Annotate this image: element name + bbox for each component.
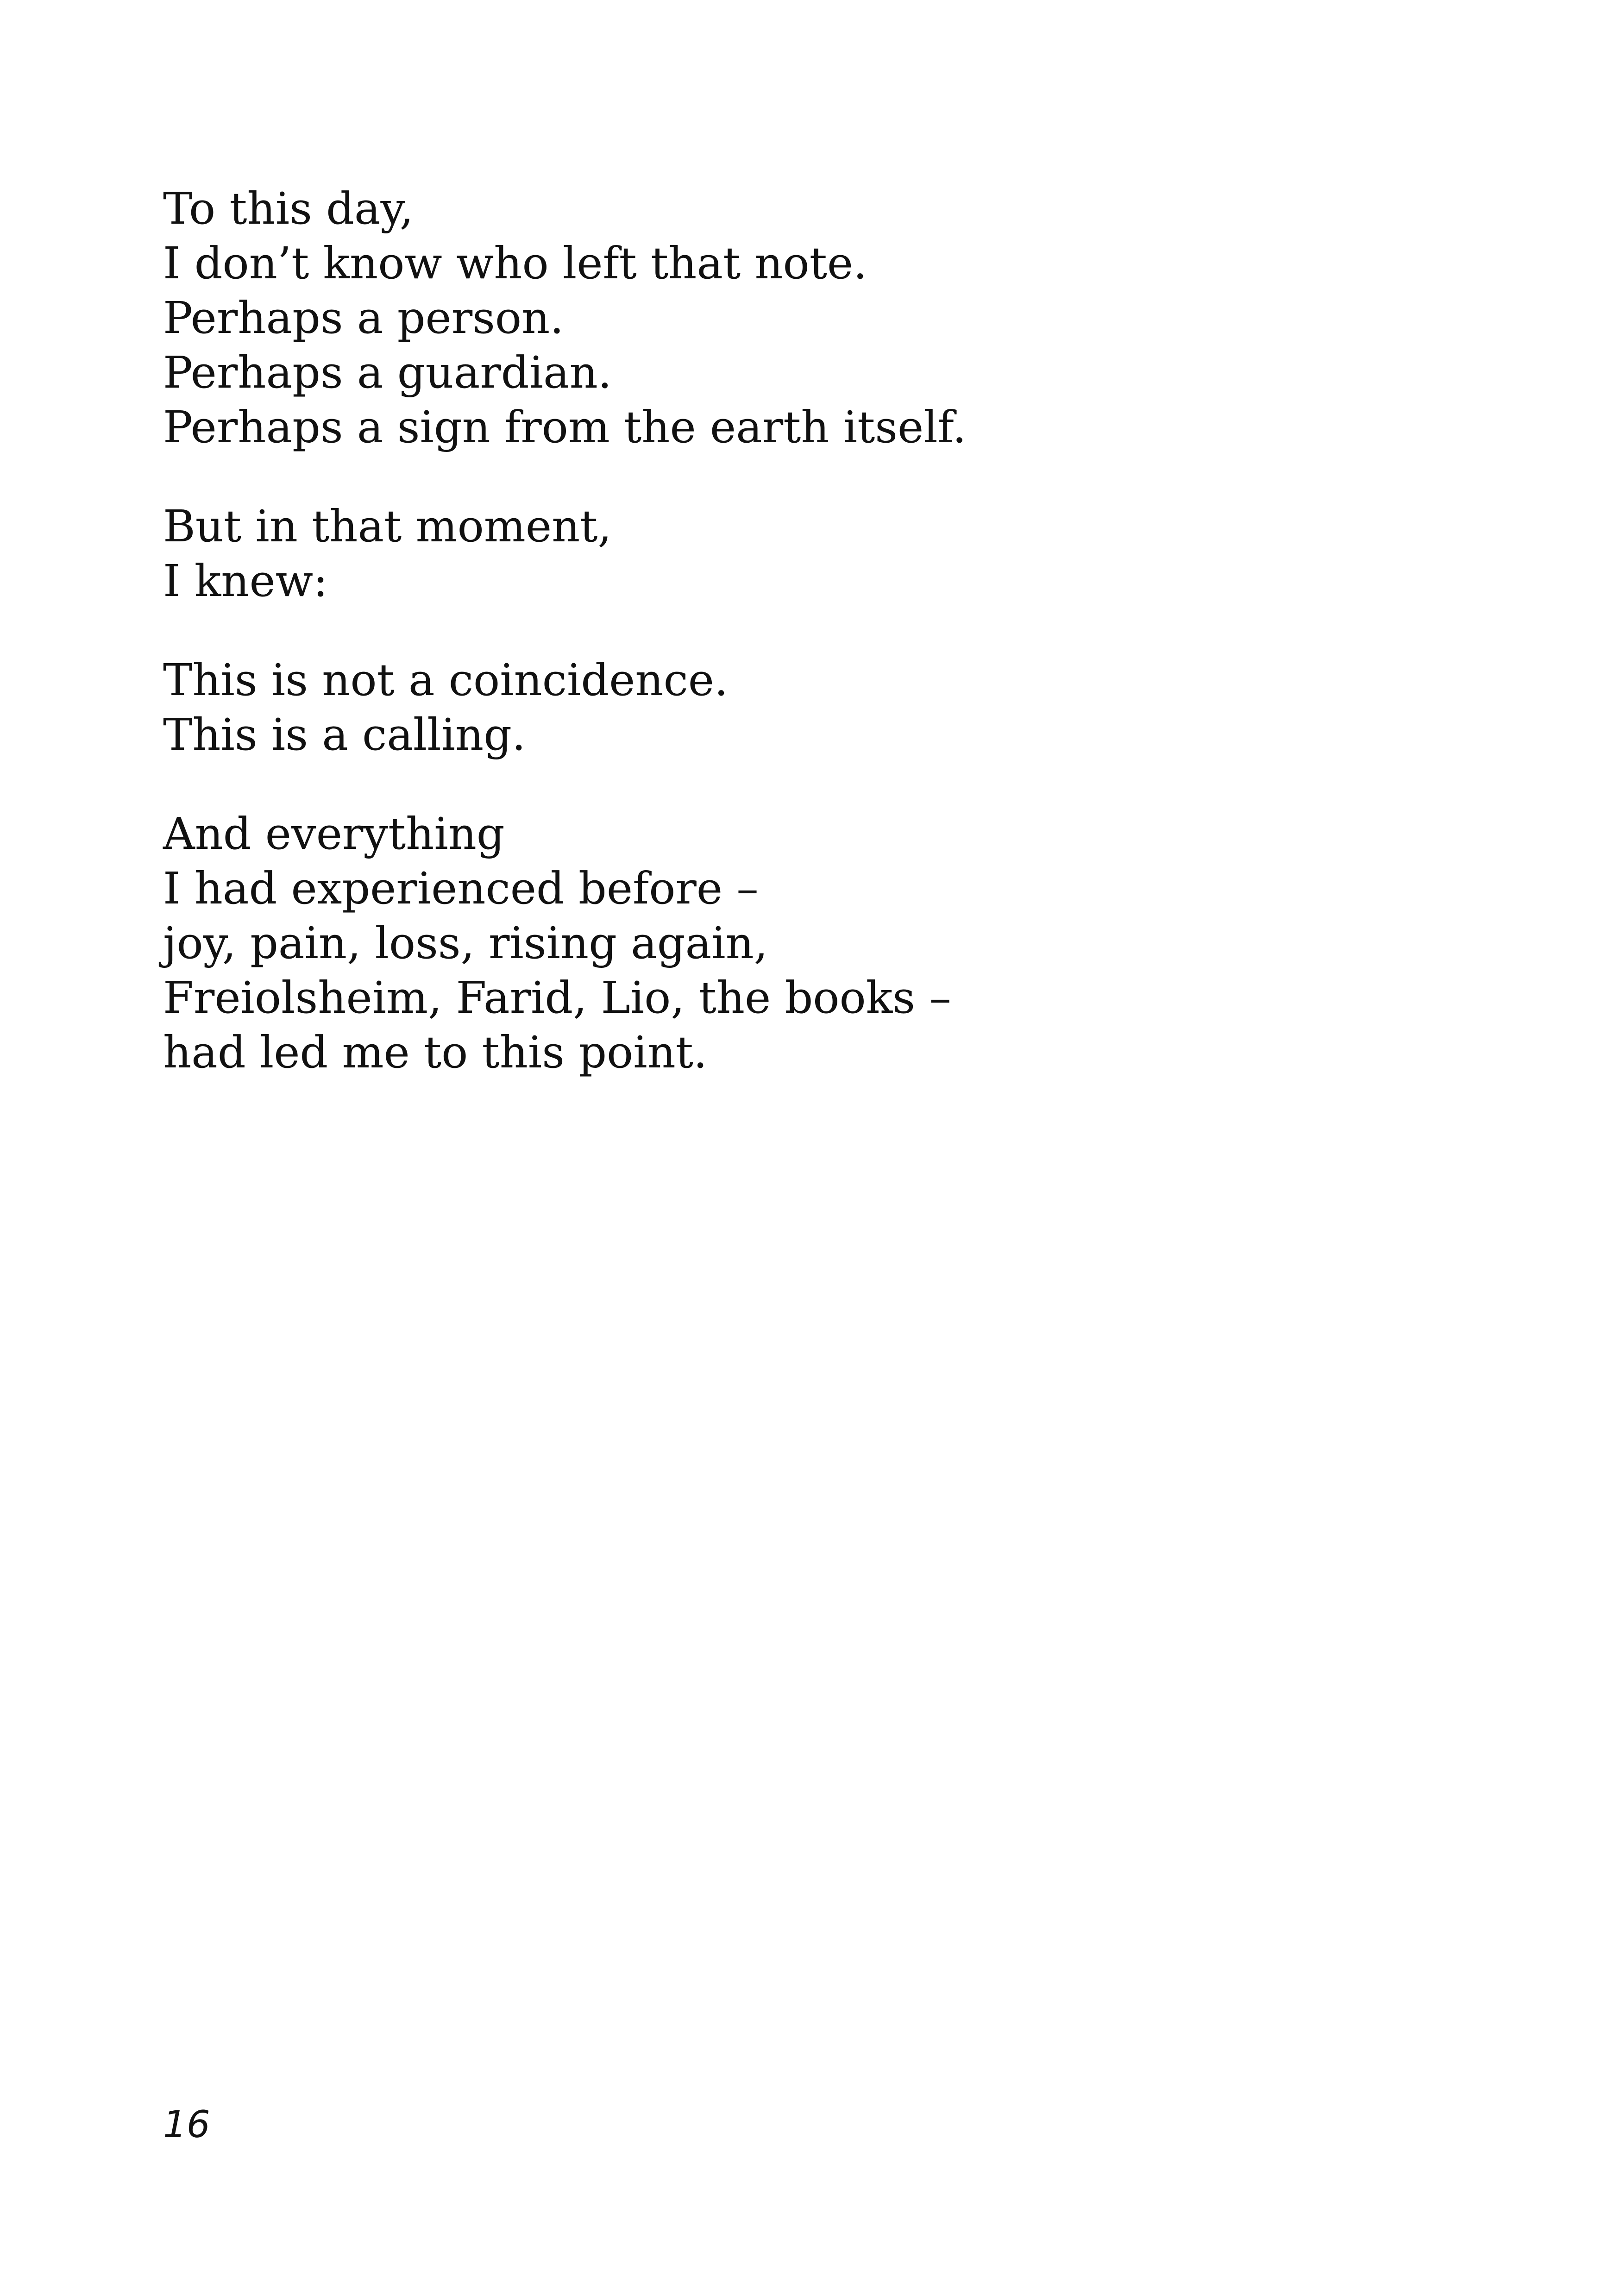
poem-line: But in that moment, <box>163 501 612 552</box>
poem-line: Perhaps a guardian. <box>163 347 612 398</box>
poem-line: This is not a coincidence. <box>163 655 729 706</box>
poem-line: I had experienced before – <box>163 863 759 914</box>
poem-line: Freiolsheim, Farid, Lio, the books – <box>163 972 951 1023</box>
poem-line: I knew: <box>163 556 328 607</box>
poem-line: joy, pain, loss, rising again, <box>163 918 768 969</box>
poem-line: I don’t know who left that note. <box>163 238 867 289</box>
poem-line: This is a calling. <box>163 709 526 760</box>
poem-line: And everything <box>163 809 505 859</box>
poem-body <box>163 182 1506 1080</box>
poem-line: Perhaps a person. <box>163 293 564 344</box>
poem-line: had led me to this point. <box>163 1027 708 1078</box>
page-number: 16 <box>163 2103 210 2146</box>
stanza-2 <box>163 499 1506 609</box>
stanza-3 <box>163 653 1506 762</box>
stanza-1 <box>163 182 1506 455</box>
poem-line: Perhaps a sign from the earth itself. <box>163 402 967 453</box>
poem-line: To this day, <box>163 183 414 234</box>
stanza-4 <box>163 807 1506 1080</box>
